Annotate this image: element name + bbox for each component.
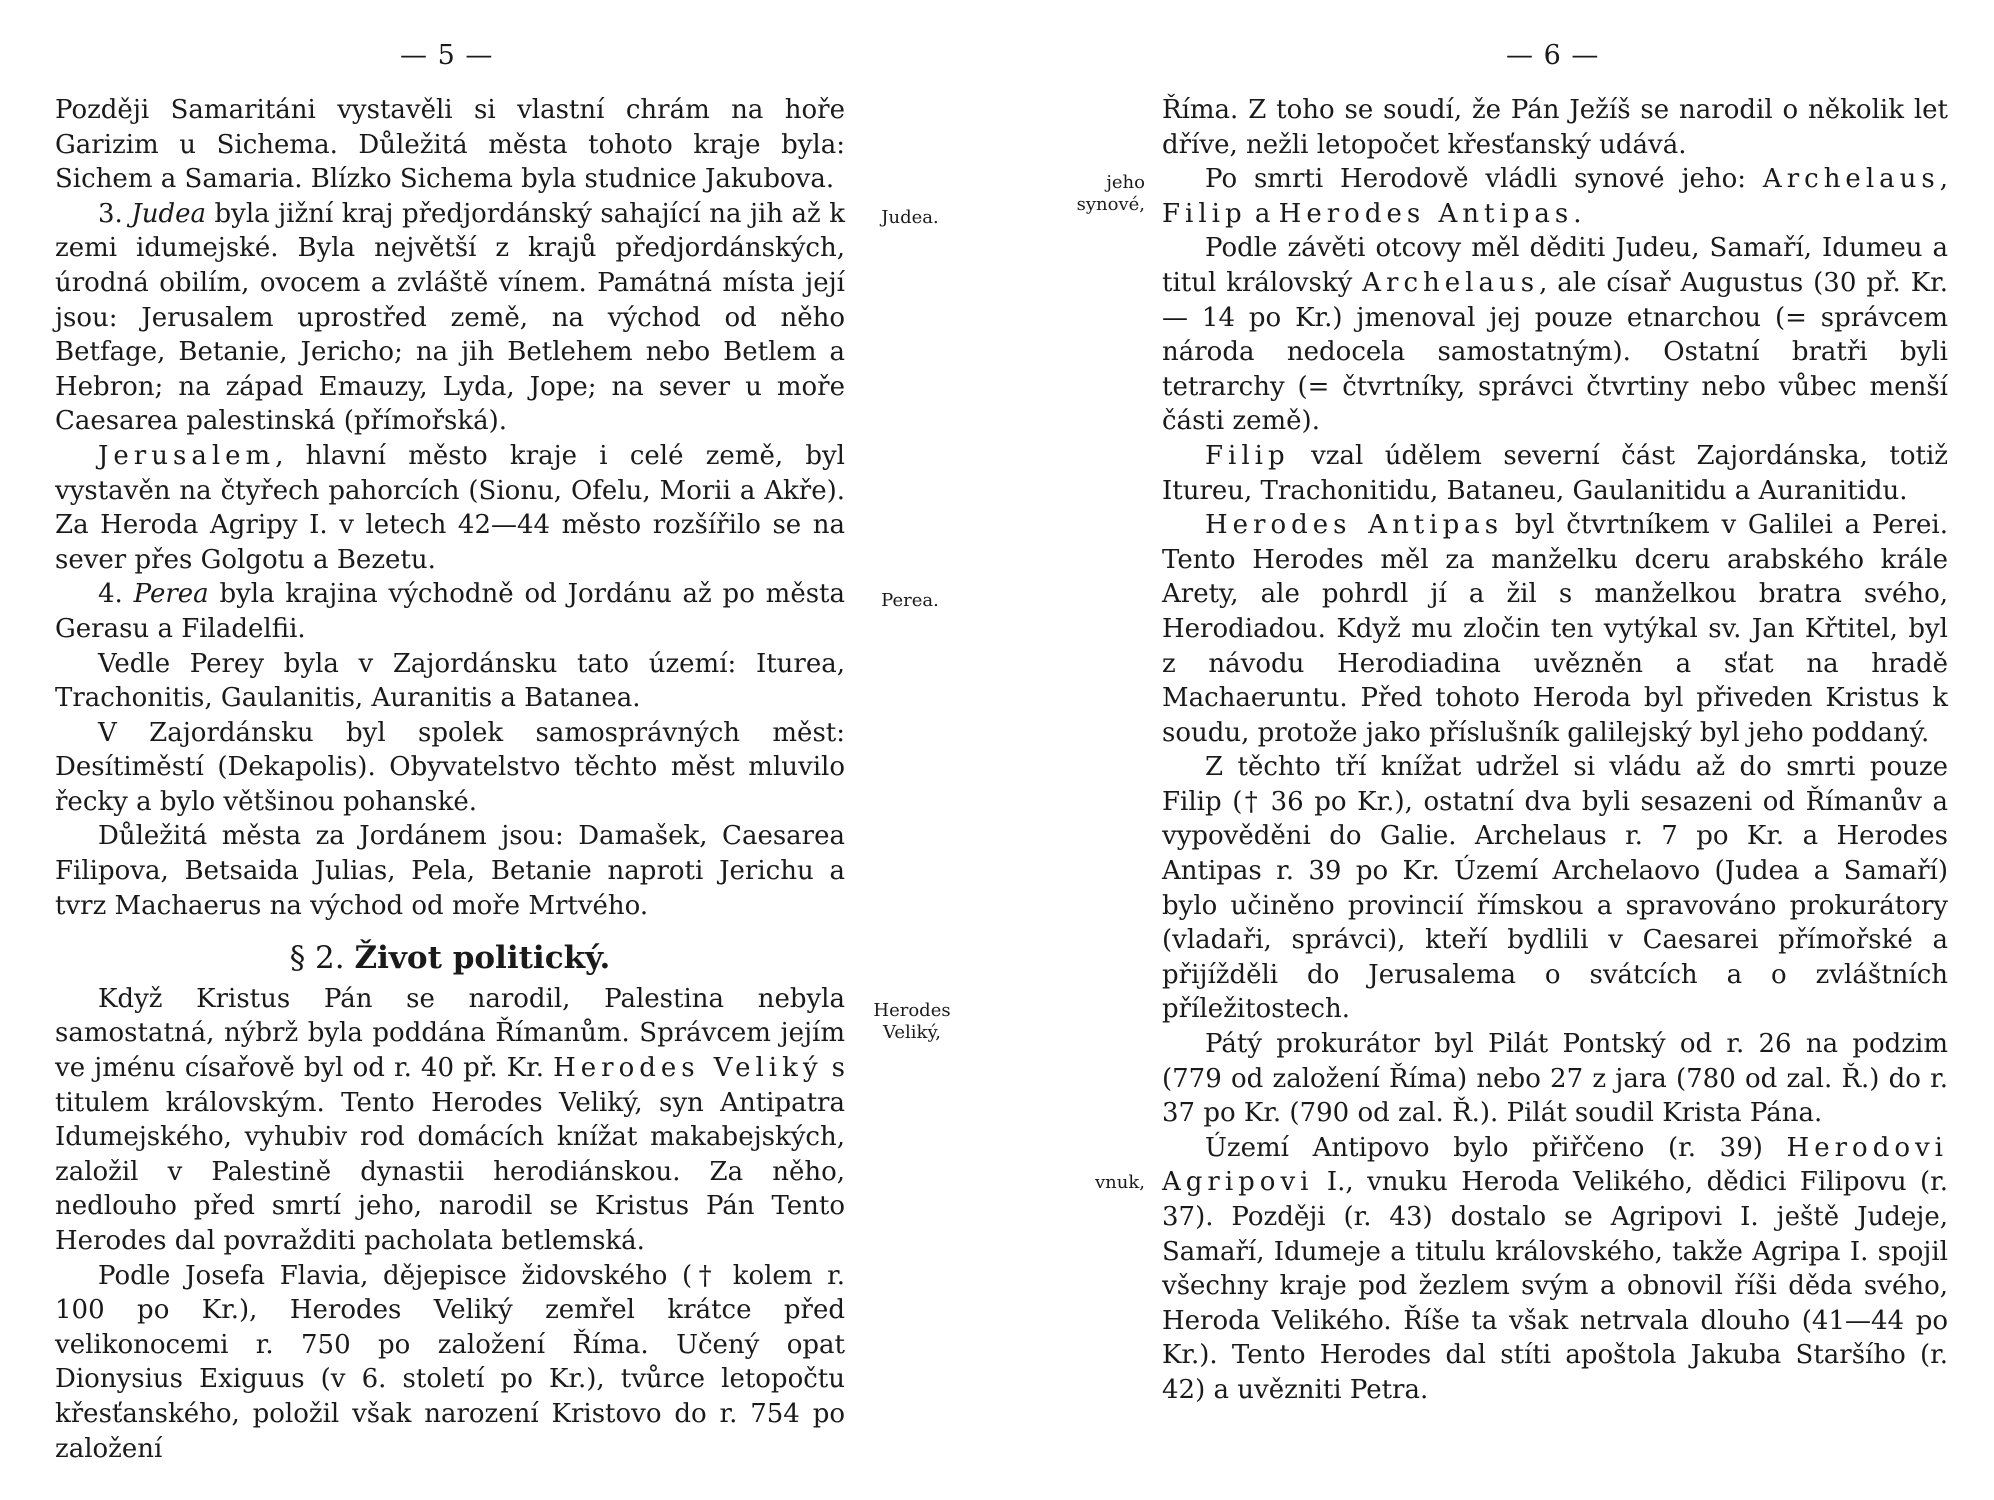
spaced-term: Herodovi Agripovi [1162, 1132, 1948, 1198]
paragraph: Podle Josefa Flavia, dějepisce židovského († kolem r. 100 po Kr.), Herodes Veliký zemřel krátce před velikonocemi r. 750 po založení Říma. Učený opat Dionysius Exiguus (v 6. století po Kr.), tvůrce letopočtu křesťanského, položil však narození Kristovo do r. 754 po založení [55, 1260, 845, 1464]
spaced-term: Herodes Veliký [553, 1053, 823, 1084]
paragraph-text: s titulem královským. Tento Herodes Veliký, syn Antipatra Idumejského, vyhubiv rod domácích knížat makabejských, založil v Palestině dynastii herodiánskou. Za něho, nedlouho před smrtí jeho, narodil se Kristus Pán Tento Herodes dal povražditi pacholata betlemská. [55, 1053, 845, 1256]
paragraph [1162, 508, 1948, 750]
paragraph-text: Území Antipovo bylo přiřčeno (r. 39) [1205, 1132, 1787, 1163]
paragraph: Pátý prokurátor byl Pilát Pontský od r. 26 na podzim (779 od založení Říma) nebo 27 z jara (780 od zal. Ř.) do r. 37 po Kr. (790 od zal. Ř.). Pilát soudil Krista Pána. [1162, 1029, 1948, 1129]
region-term: Judea [131, 198, 206, 229]
paragraph [1162, 439, 1948, 508]
paragraph-text: , ale císař Augustus (30 př. Kr. — 14 po Kr.) jmenoval jej pouze etnarchou (= správcem národa nedocela samostatným). Ostatní bratři byli tetrarchy (= čtvrtníky, správci čtvrtiny nebo vůbec menší části země). [1162, 267, 1948, 437]
paragraph-text: a [1246, 198, 1279, 229]
region-term: Perea [133, 579, 209, 610]
paragraph [1162, 1131, 1948, 1408]
margin-note-line: Veliký, [883, 1022, 941, 1043]
paragraph: Vedle Perey byla v Zajordánsku tato území: Iturea, Trachonitis, Gaulanitis, Auranitis a Batanea. [55, 648, 845, 714]
margin-note-herodes [862, 1000, 962, 1044]
paragraph-text: , hlavní město kraje i celé země, byl vystavěn na čtyřech pahorcích (Sionu, Ofelu, Morii a Akře). Za Heroda Agripy I. v letech 42—44 město rozšířilo se na sever přes Golgotu a Bezetu. [55, 440, 845, 575]
paragraph: V Zajordánsku byl spolek samosprávných měst: Desítiměstí (Dekapolis). Obyvatelstvo těchto měst mluvilo řecky a bylo většinou pohanské. [55, 717, 845, 817]
paragraph: Říma. Z toho se soudí, že Pán Ježíš se narodil o několik let dříve, nežli letopočet křesťanský udává. [1162, 95, 1948, 160]
paragraph [1162, 231, 1948, 439]
margin-note-judea: Judea. [881, 207, 939, 228]
paragraph: Později Samaritáni vystavěli si vlastní chrám na hoře Garizim u Sichema. Důležitá města tohoto kraje byla: Sichem a Samaria. Blízko Sichema byla studnice Jakubova. [55, 95, 845, 195]
paragraph-text: I., vnuku Heroda Velikého, dědici Filipovu (r. 37). Později (r. 43) dostalo se Agripovi I. ještě Judeje, Samaří, Idumeje a titulu královského, takže Agripa I. spojil všechny kraje pod žezlem svým a obnovil říši děda svého, Heroda Velikého. Říše ta však netrvala dlouho (41—44 po Kr.). Tento Herodes dal stíti apoštola Jakuba Staršího (r. 42) a uvězniti Petra. [1162, 1167, 1948, 1405]
spaced-term: Filip [1162, 198, 1247, 229]
margin-note-vnuk: vnuk, [1095, 1172, 1145, 1193]
right-page-column [1162, 93, 1948, 1408]
page-number-right: — 6 — [1506, 40, 1600, 71]
left-page-column [55, 93, 845, 1466]
spaced-term: Herodes Antipas [1278, 198, 1574, 229]
paragraph [55, 577, 845, 646]
paragraph-text: byla krajina východně od Jordánu až po města Gerasu a Filadelfii. [55, 579, 845, 644]
paragraph-text: Když Kristus Pán se narodil, Palestina nebyla samostatná, nýbrž byla poddána Římanům. Správcem jejím ve jménu císařově byl od r. 40 př. Kr. [55, 983, 845, 1084]
margin-note-jeho-synove [1035, 172, 1145, 216]
spaced-term: Archelaus [1762, 164, 1940, 195]
spaced-term: Herodes Antipas [1205, 510, 1504, 541]
margin-note-line: Herodes [873, 1000, 951, 1021]
paragraph-text: Po smrti Herodově vládli synové jeho: [1205, 164, 1763, 195]
paragraph-text: . [1573, 198, 1582, 229]
spaced-term: Jerusalem [98, 440, 276, 471]
page-number-left: — 5 — [400, 40, 494, 71]
section-heading [55, 941, 845, 976]
margin-note-perea: Perea. [881, 590, 939, 611]
paragraph-text: byla jižní kraj předjordánský sahající na jih až k zemi idumejské. Byla největší z krajů předjordánských, úrodná obilím, ovocem a zvláště vínem. Památná místa její jsou: Jerusalem uprostřed země, na východ od něho Betfage, Betanie, Jericho; na jih Betlehem nebo Betlem a Hebron; na západ Emauzy, Lyda, Jope; na sever u moře Caesarea palestinská (přímořská). [55, 198, 845, 437]
spaced-term: Filip [1205, 440, 1290, 471]
paragraph-text: , [1939, 164, 1948, 195]
paragraph [55, 439, 845, 577]
section-number: § 2. [289, 940, 355, 977]
paragraph-text: byl čtvrtníkem v Galilei a Perei. Tento Herodes měl za manželku dceru arabského krále Arety, ale pohrdl jí a žil s manželkou bratra svého, Herodiadou. Když mu zločin ten vytýkal sv. Jan Křtitel, byl z návodu Herodiadina uvězněn a sťat na hradě Machaeruntu. Před tohoto Heroda byl přiveden Kristus k soudu, protože jako příslušník galilejský byl jeho poddaný. [1162, 510, 1948, 748]
paragraph-text: Podle závěti otcovy měl děditi Judeu, Samaří, Idumeu a titul královský [1162, 233, 1948, 298]
paragraph: Důležitá města za Jordánem jsou: Damašek, Caesarea Filipova, Betsaida Julias, Pela, Betanie naproti Jerichu a tvrz Machaerus na východ od moře Mrtvého. [55, 821, 845, 921]
paragraph-text: vzal údělem severní část Zajordánska, totiž Itureu, Trachonitidu, Bataneu, Gaulanitidu a Auranitidu. [1162, 440, 1948, 506]
section-title: Život politický. [354, 940, 611, 977]
paragraph-number: 4. [98, 579, 134, 610]
paragraph: Z těchto tří knížat udržel si vládu až do smrti pouze Filip († 36 po Kr.), ostatní dva byli sesazeni od Římanův a vypověděni do Galie. Archelaus r. 7 po Kr. a Herodes Antipas r. 39 po Kr. Území Archelaovo (Judea a Samaří) bylo učiněno provincií římskou a spravováno prokurátory (vladaři, správci), kteří bydlili v Caesarei přímořské a přijížděli do Jerusalema o svátcích a o zvláštních příležitostech. [1162, 752, 1948, 1025]
margin-note-line: jeho [1106, 172, 1145, 193]
paragraph [55, 197, 845, 439]
paragraph-number: 3. [98, 198, 132, 229]
paragraph [55, 982, 845, 1259]
paragraph [1162, 162, 1948, 231]
spaced-term: Archelaus [1362, 267, 1540, 298]
margin-note-line: synové, [1076, 194, 1145, 215]
